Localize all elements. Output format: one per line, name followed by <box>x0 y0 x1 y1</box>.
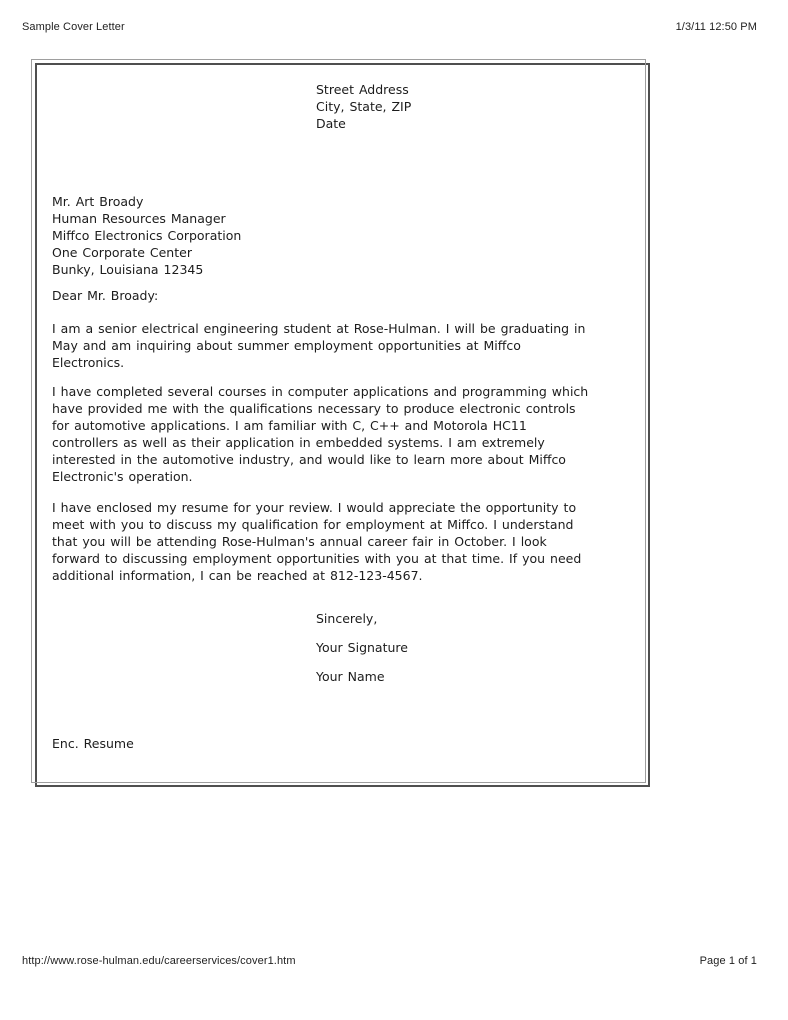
source-url: http://www.rose-hulman.edu/careerservices/cover1.htm <box>22 955 296 967</box>
print-datetime: 1/3/11 12:50 PM <box>675 21 757 33</box>
body-paragraph <box>52 320 633 371</box>
paragraph-line: that you will be attending Rose-Hulman's annual career fair in October. I look <box>52 534 547 549</box>
sender-address-line: Date <box>316 116 346 131</box>
print-header <box>22 21 757 33</box>
recipient-city-state-zip: Bunky, Louisiana 12345 <box>52 262 204 277</box>
paragraph-line: meet with you to discuss my qualification for employment at Miffco. I understand <box>52 517 574 532</box>
recipient-street: One Corporate Center <box>52 245 192 260</box>
closing-salutation: Sincerely, <box>316 611 378 626</box>
name-placeholder: Your Name <box>316 669 385 684</box>
paragraph-line: Electronic's operation. <box>52 469 193 484</box>
paragraph-line: I have completed several courses in computer applications and programming which <box>52 384 589 399</box>
paragraph-line: interested in the automotive industry, and would like to learn more about Miffco <box>52 452 566 467</box>
page-indicator: Page 1 of 1 <box>699 955 757 967</box>
paragraph-line: additional information, I can be reached at 812-123-4567. <box>52 568 423 583</box>
paragraph-line: May and am inquiring about summer employment opportunities at Miffco <box>52 338 521 353</box>
paragraph-line: controllers as well as their application in embedded systems. I am extremely <box>52 435 545 450</box>
paragraph-line: Electronics. <box>52 355 125 370</box>
paragraph-line: forward to discussing employment opportunities with you at that time. If you need <box>52 551 582 566</box>
body-paragraph <box>52 499 633 584</box>
letter-frame <box>35 63 650 787</box>
paragraph-line: for automotive applications. I am familiar with C, C++ and Motorola HC11 <box>52 418 527 433</box>
document-title: Sample Cover Letter <box>22 21 125 33</box>
letter-body <box>37 65 648 768</box>
paragraph-line: I am a senior electrical engineering student at Rose-Hulman. I will be graduating in <box>52 321 586 336</box>
recipient-address-block <box>52 193 633 278</box>
sender-address-line: City, State, ZIP <box>316 99 412 114</box>
recipient-company: Miffco Electronics Corporation <box>52 228 242 243</box>
sender-address-line: Street Address <box>316 82 409 97</box>
signature-placeholder: Your Signature <box>316 640 408 655</box>
paragraph-line: I have enclosed my resume for your review. I would appreciate the opportunity to <box>52 500 577 515</box>
closing-block <box>316 610 633 685</box>
recipient-name: Mr. Art Broady <box>52 194 144 209</box>
salutation: Dear Mr. Broady: <box>52 288 159 303</box>
sender-address-block <box>316 81 633 132</box>
print-footer <box>22 955 757 967</box>
recipient-title: Human Resources Manager <box>52 211 226 226</box>
body-paragraph <box>52 383 633 485</box>
enclosure-note: Enc. Resume <box>52 736 134 751</box>
paragraph-line: have provided me with the qualifications necessary to produce electronic controls <box>52 401 576 416</box>
